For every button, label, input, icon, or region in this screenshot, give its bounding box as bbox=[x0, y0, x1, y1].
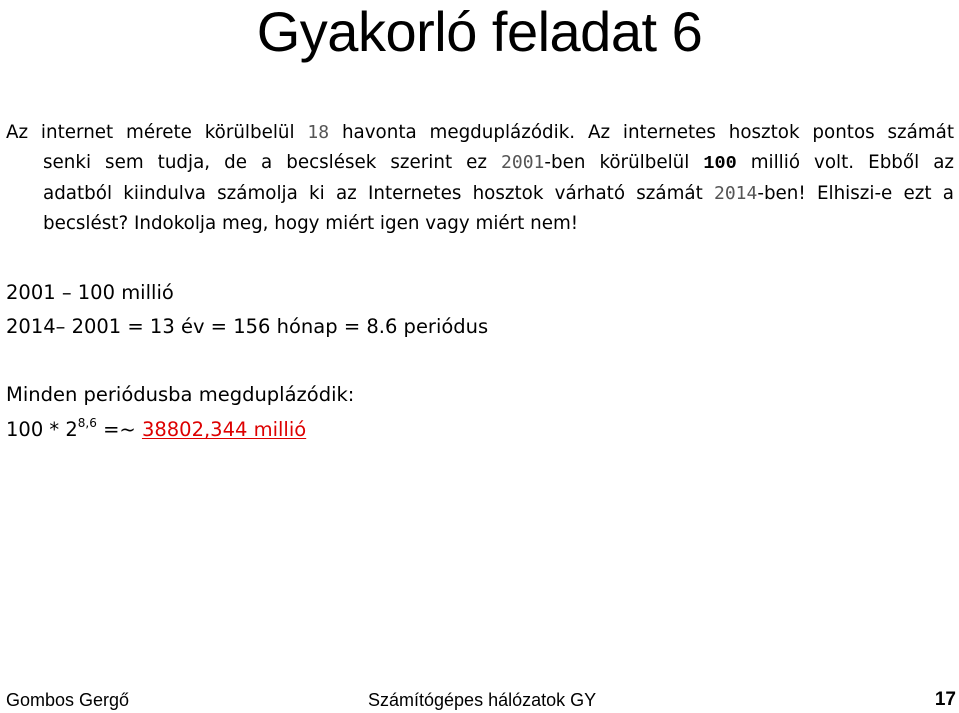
footer-author: Gombos Gergő bbox=[6, 690, 130, 710]
calc-line-base: 2001 – 100 millió bbox=[6, 281, 174, 304]
problem-line-4 bbox=[6, 209, 954, 239]
problem-year-2014: 2014 bbox=[714, 183, 758, 204]
problem-text: millió volt. Ebből az bbox=[736, 152, 954, 173]
slide-title: Gyakorló feladat 6 bbox=[256, 0, 703, 63]
problem-number-hosts: 100 bbox=[703, 153, 737, 174]
problem-text: adatból kiindulva számolja ki az Internetes hosztok várható számát bbox=[43, 183, 714, 204]
footer-page-number: 17 bbox=[934, 689, 956, 710]
formula-exponent: 8,6 bbox=[77, 416, 97, 430]
calc-line-doubling: Minden periódusba megduplázódik: bbox=[6, 383, 355, 406]
problem-line-2 bbox=[6, 148, 954, 179]
problem-statement bbox=[6, 118, 954, 239]
problem-number-months: 18 bbox=[307, 122, 330, 143]
problem-text: becslést? Indokolja meg, hogy miért igen vagy miért nem! bbox=[43, 213, 579, 234]
problem-line-1 bbox=[6, 118, 954, 148]
calc-line-result bbox=[6, 417, 306, 443]
calc-line-periods: 2014– 2001 = 13 év = 156 hónap = 8.6 periódus bbox=[6, 315, 489, 338]
formula-approx: =~ bbox=[96, 418, 142, 441]
problem-line-3 bbox=[6, 179, 954, 209]
problem-text: Az internet mérete körülbelül bbox=[6, 122, 308, 143]
problem-text: -ben körülbelül bbox=[544, 152, 704, 173]
problem-year-2001: 2001 bbox=[501, 152, 545, 173]
problem-text: senki sem tudja, de a becslések szerint ez bbox=[43, 152, 502, 173]
formula-base: 100 * 2 bbox=[6, 418, 78, 441]
result-value: 38802,344 millió bbox=[141, 418, 307, 441]
footer-course: Számítógépes hálózatok GY bbox=[368, 690, 597, 710]
problem-text: -ben! Elhiszi-e ezt a bbox=[757, 183, 954, 204]
problem-text: havonta megduplázódik. Az internetes hosztok pontos számát bbox=[329, 122, 954, 143]
